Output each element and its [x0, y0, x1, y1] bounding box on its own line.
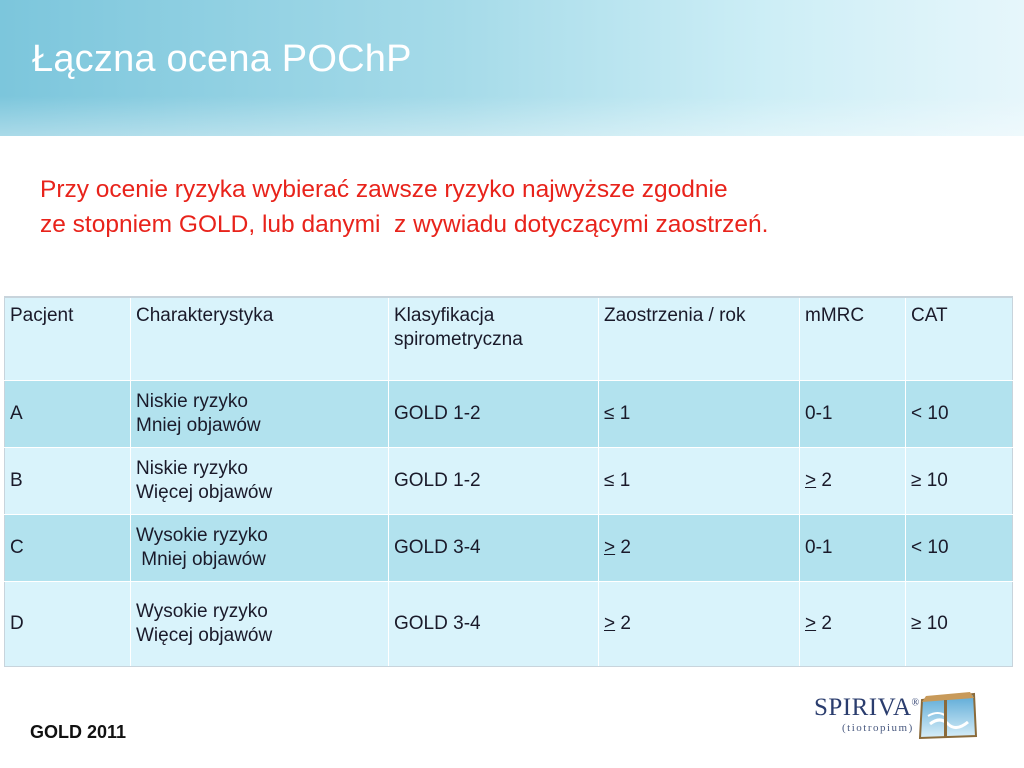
cell-cat: ≥ 10 — [906, 448, 1013, 515]
risk-note-line-2: ze stopniem GOLD, lub danymi z wywiadu dotyczącymi zaostrzeń. — [40, 211, 769, 238]
cell-exacerbations — [599, 448, 800, 515]
header-band — [0, 0, 1024, 136]
exacerbations-value: 1 — [619, 403, 631, 424]
source-footer: GOLD 2011 — [30, 722, 127, 742]
header-exacerbations: Zaostrzenia / rok — [599, 297, 800, 381]
cell-risk: Wysokie ryzyko — [136, 601, 268, 622]
cell-risk: Niskie ryzyko — [136, 391, 248, 412]
gold-assessment-table — [4, 296, 1013, 667]
cell-exacerbations — [599, 381, 800, 448]
cell-symptoms: Mniej objawów — [136, 549, 266, 570]
header-spirometric-line-2: spirometryczna — [394, 329, 523, 350]
cell-spirometry: GOLD 1-2 — [389, 381, 599, 448]
brand-registered-mark: ® — [911, 697, 920, 709]
header-mmrc: mMRC — [800, 297, 906, 381]
gold-table-container — [4, 296, 1012, 667]
brand-subtitle: (tiotropium) — [842, 722, 914, 734]
cell-mmrc — [800, 515, 906, 582]
brand-logo — [812, 686, 982, 742]
cell-cat: < 10 — [906, 381, 1013, 448]
header-characteristics: Charakterystyka — [131, 297, 389, 381]
table-row — [5, 515, 1013, 582]
header-spirometric-line-1: Klasyfikacja — [394, 305, 495, 326]
cell-mmrc — [800, 448, 906, 515]
cell-exacerbations — [599, 582, 800, 667]
cell-symptoms: Mniej objawów — [136, 415, 261, 436]
table-row — [5, 448, 1013, 515]
cell-characteristics — [131, 515, 389, 582]
header-cat: CAT — [906, 297, 1013, 381]
exacerbations-value: 1 — [619, 470, 631, 491]
header-spirometric-class — [389, 297, 599, 381]
cell-spirometry: GOLD 3-4 — [389, 515, 599, 582]
cell-cat: < 10 — [906, 515, 1013, 582]
brand-name-text: SPIRIVA — [814, 694, 912, 721]
slide-title: Łączna ocena POChP — [32, 38, 412, 80]
cell-patient: D — [5, 582, 131, 667]
cell-mmrc — [800, 582, 906, 667]
cell-characteristics — [131, 381, 389, 448]
cell-symptoms: Więcej objawów — [136, 625, 273, 646]
cell-spirometry: GOLD 1-2 — [389, 448, 599, 515]
cell-risk: Wysokie ryzyko — [136, 525, 268, 546]
cell-exacerbations — [599, 515, 800, 582]
risk-note — [40, 172, 990, 242]
cell-mmrc — [800, 381, 906, 448]
cell-risk: Niskie ryzyko — [136, 458, 248, 479]
cell-cat: ≥ 10 — [906, 582, 1013, 667]
exacerbations-symbol: ≤ — [604, 403, 615, 424]
table-header-row — [5, 297, 1013, 381]
cell-characteristics — [131, 448, 389, 515]
mmrc-symbol: > — [805, 470, 817, 491]
risk-note-line-1: Przy ocenie ryzyka wybierać zawsze ryzyko najwyższe zgodnie — [40, 176, 728, 203]
window-sky-icon — [916, 686, 980, 742]
cell-patient: C — [5, 515, 131, 582]
mmrc-value: 2 — [821, 470, 832, 491]
mmrc-value: 0-1 — [805, 403, 833, 424]
cell-patient: A — [5, 381, 131, 448]
brand-name — [814, 694, 920, 722]
mmrc-value: 2 — [821, 613, 832, 634]
cell-characteristics — [131, 582, 389, 667]
cell-symptoms: Więcej objawów — [136, 482, 273, 503]
exacerbations-value: 2 — [620, 613, 631, 634]
mmrc-symbol: > — [805, 613, 817, 634]
cell-patient: B — [5, 448, 131, 515]
exacerbations-symbol: > — [604, 613, 616, 634]
table-row — [5, 381, 1013, 448]
cell-spirometry: GOLD 3-4 — [389, 582, 599, 667]
mmrc-value: 0-1 — [805, 537, 833, 558]
table-row — [5, 582, 1013, 667]
exacerbations-symbol: > — [604, 537, 616, 558]
exacerbations-value: 2 — [620, 537, 631, 558]
exacerbations-symbol: ≤ — [604, 470, 615, 491]
header-patient: Pacjent — [5, 297, 131, 381]
